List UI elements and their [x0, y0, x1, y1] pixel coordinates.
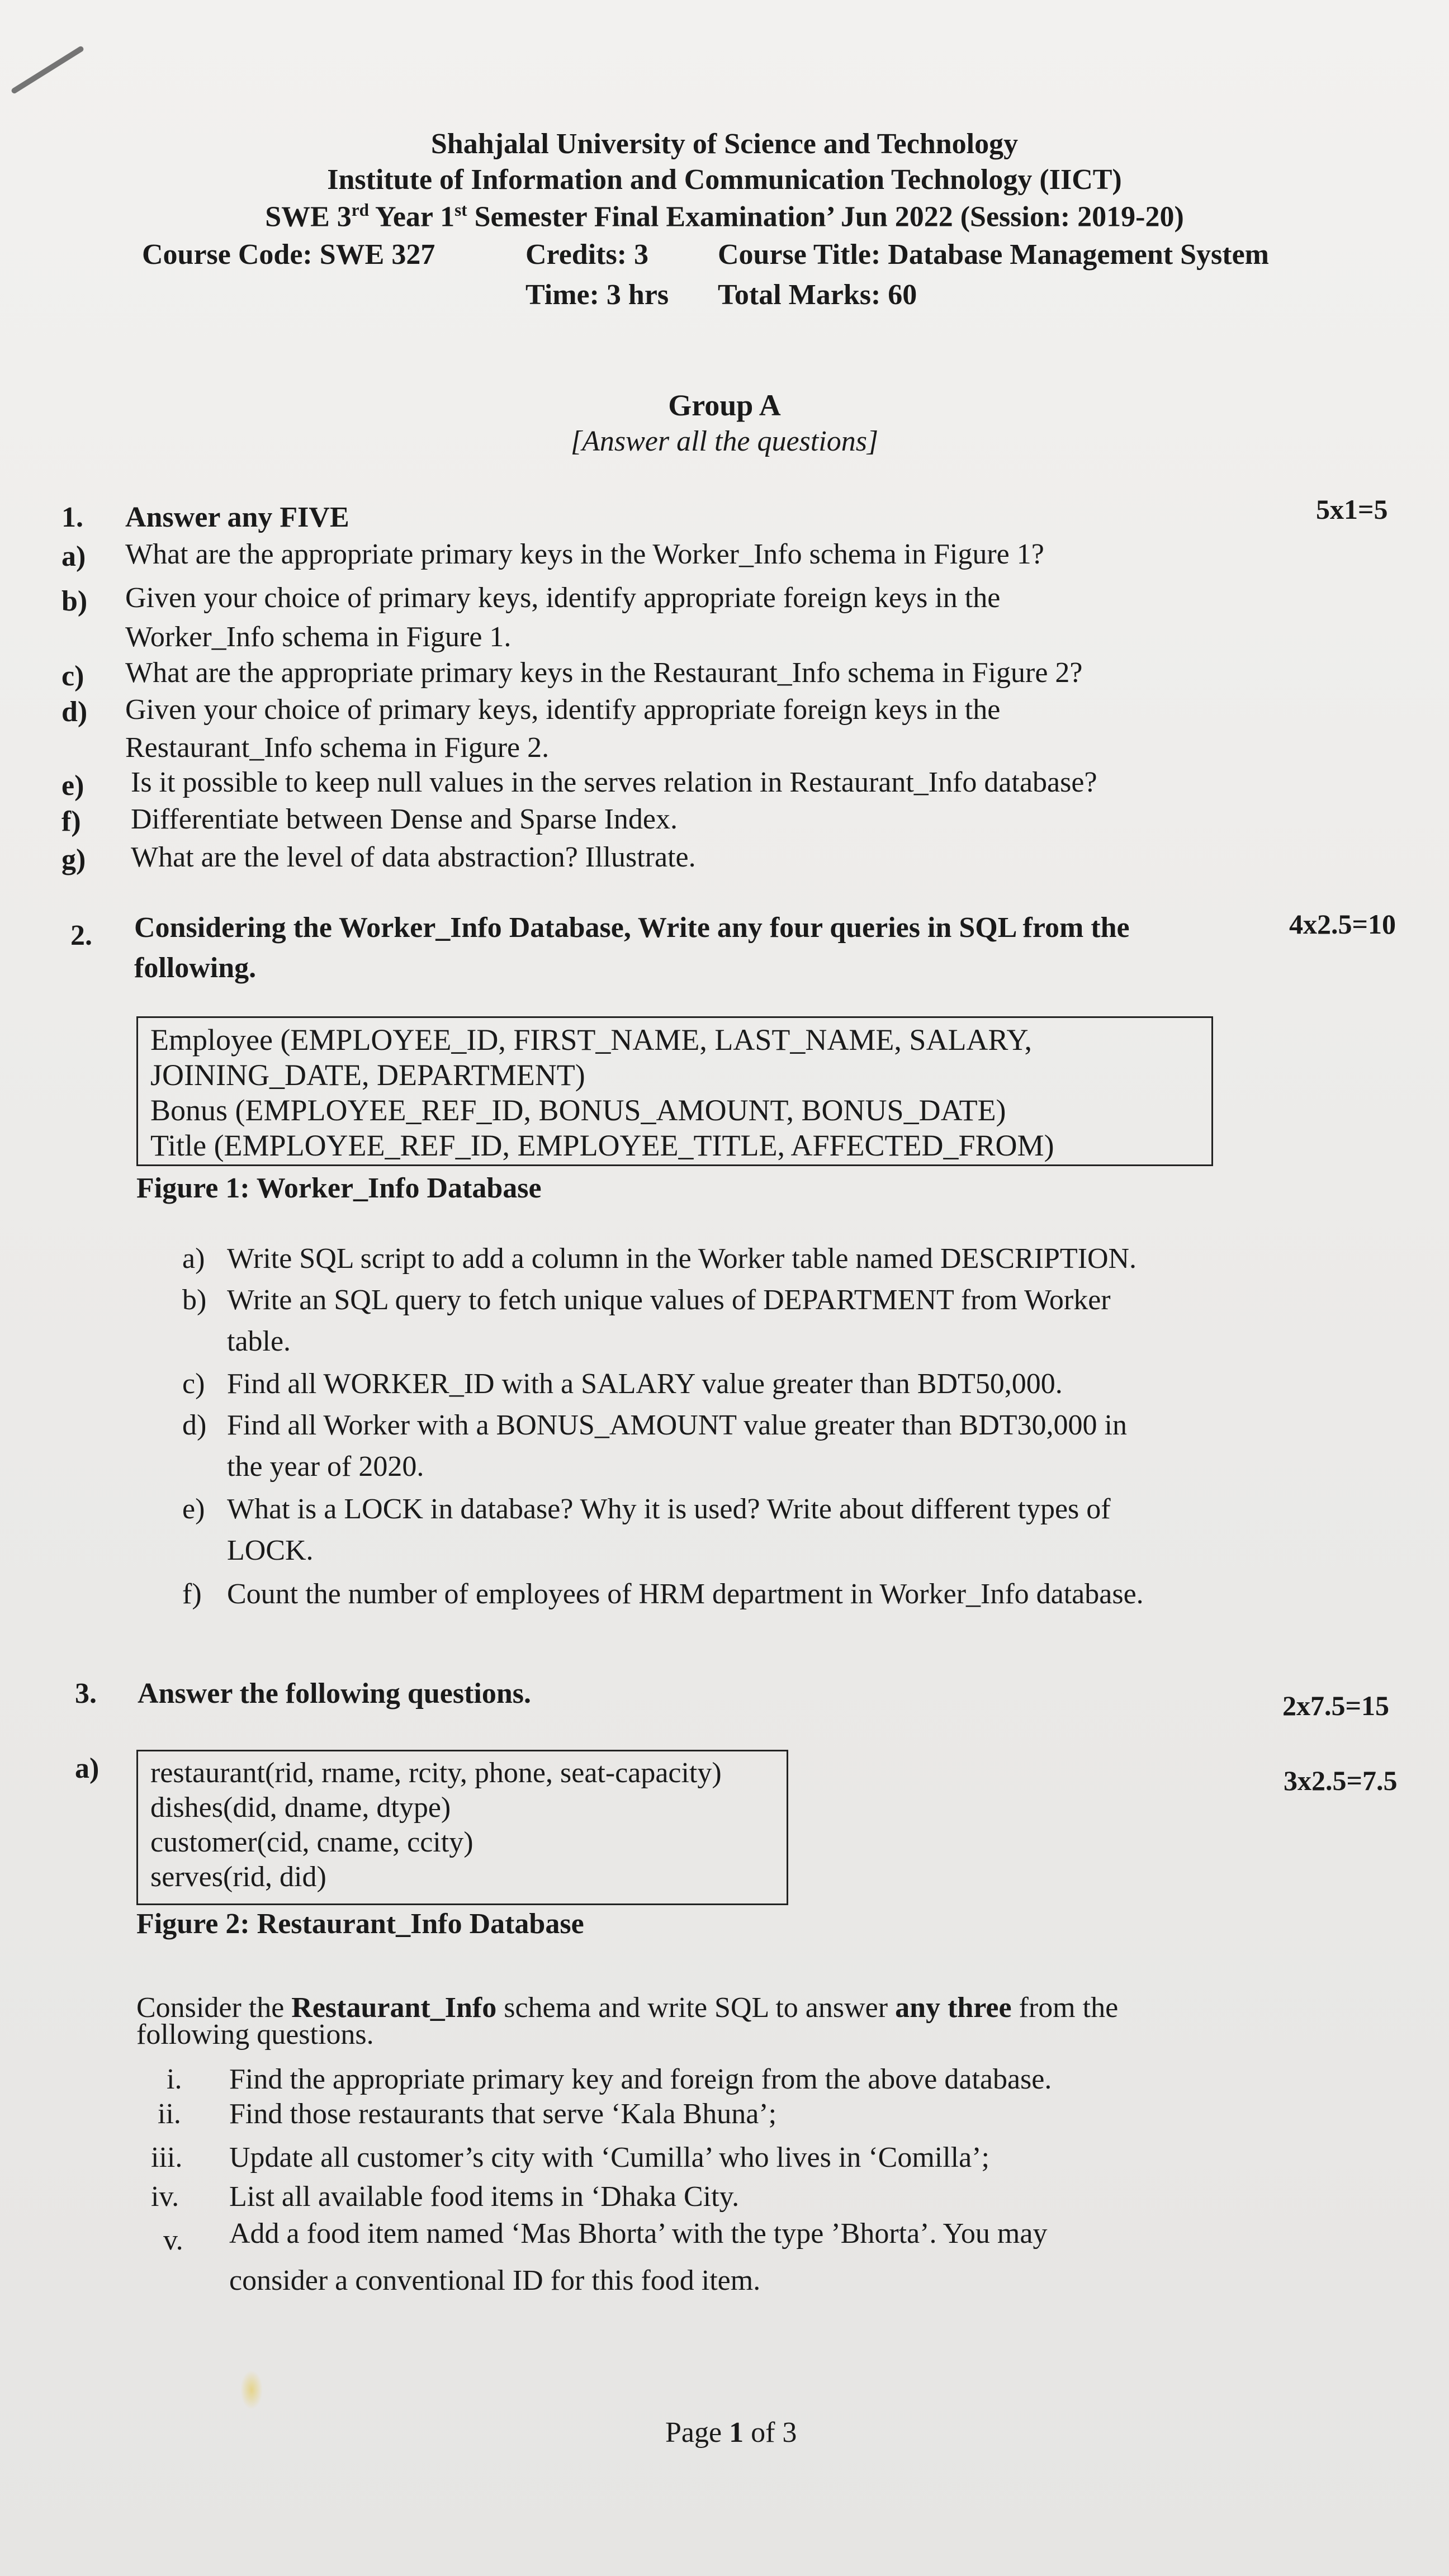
pen-mark	[11, 45, 85, 94]
q2e-label: e)	[182, 1493, 205, 1525]
q1d-text-line1: Given your choice of primary keys, identify appropriate foreign keys in the	[125, 694, 1001, 726]
q2d-text-line1: Find all Worker with a BONUS_AMOUNT value greater than BDT30,000 in	[227, 1409, 1127, 1441]
q3-iii-label: iii.	[151, 2142, 183, 2174]
q1-number: 1.	[61, 501, 83, 533]
q3-intro-line2: following questions.	[136, 2019, 374, 2051]
q2f-text: Count the number of employees of HRM department in Worker_Info database.	[227, 1578, 1144, 1610]
q3a-marks: 3x2.5=7.5	[1284, 1765, 1398, 1796]
q2f-label: f)	[182, 1578, 202, 1610]
q2b-text-line2: table.	[227, 1325, 291, 1357]
figure1-line: JOINING_DATE, DEPARTMENT)	[150, 1058, 585, 1092]
q1f-label: f)	[61, 806, 81, 837]
q1c-label: c)	[61, 660, 84, 692]
paper-stain	[240, 2370, 263, 2409]
q1b-text-line2: Worker_Info schema in Figure 1.	[125, 621, 512, 653]
q1-marks: 5x1=5	[1316, 494, 1388, 525]
q3a-label: a)	[75, 1753, 100, 1784]
q2-title-line2: following.	[134, 952, 257, 984]
q2-title-line1: Considering the Worker_Info Database, Write any four queries in SQL from the	[134, 912, 1130, 944]
q2e-text-line2: LOCK.	[227, 1535, 314, 1566]
figure2-line: serves(rid, did)	[150, 1861, 326, 1893]
q3-number: 3.	[75, 1678, 97, 1710]
q3-v-text-line1: Add a food item named ‘Mas Bhorta’ with the type ’Bhorta’. You may	[229, 2218, 1048, 2250]
q2a-label: a)	[182, 1243, 205, 1275]
figure2-schema-box	[136, 1750, 788, 1905]
q3-title: Answer the following questions.	[138, 1678, 532, 1710]
exam-title: SWE 3rd Year 1st Semester Final Examination’ Jun 2022 (Session: 2019-20)	[265, 200, 1184, 233]
q3-iv-text: List all available food items in ‘Dhaka City.	[229, 2181, 740, 2213]
figure1-line: Title (EMPLOYEE_REF_ID, EMPLOYEE_TITLE, AFFECTED_FROM)	[150, 1129, 1054, 1162]
q2d-text-line2: the year of 2020.	[227, 1451, 424, 1483]
q3-ii-text: Find those restaurants that serve ‘Kala Bhuna’;	[229, 2098, 777, 2130]
q2a-text: Write SQL script to add a column in the Worker table named DESCRIPTION.	[227, 1243, 1137, 1275]
q1-title: Answer any FIVE	[125, 501, 349, 533]
q1b-text-line1: Given your choice of primary keys, identify appropriate foreign keys in the	[125, 582, 1001, 614]
q1e-text: Is it possible to keep null values in the serves relation in Restaurant_Info database?	[131, 766, 1097, 798]
q2d-label: d)	[182, 1409, 207, 1441]
q2c-label: c)	[182, 1368, 205, 1400]
exam-time: Time: 3 hrs	[525, 279, 669, 311]
q3-iii-text: Update all customer’s city with ‘Cumilla’ who lives in ‘Comilla’;	[229, 2142, 989, 2174]
q1b-label: b)	[61, 585, 88, 617]
q2b-label: b)	[182, 1284, 207, 1316]
q1f-text: Differentiate between Dense and Sparse Index.	[131, 803, 678, 835]
q1d-text-line2: Restaurant_Info schema in Figure 2.	[125, 732, 550, 764]
figure1-caption: Figure 1: Worker_Info Database	[136, 1172, 542, 1204]
q1g-text: What are the level of data abstraction? Illustrate.	[131, 841, 696, 873]
course-code: Course Code: SWE 327	[142, 239, 435, 271]
figure1-line: Bonus (EMPLOYEE_REF_ID, BONUS_AMOUNT, BONUS_DATE)	[150, 1093, 1006, 1127]
page-number: Page 1 of 3	[665, 2417, 797, 2449]
course-title: Course Title: Database Management System	[718, 239, 1269, 271]
q3-v-label: v.	[163, 2224, 183, 2256]
q2-marks: 4x2.5=10	[1289, 908, 1396, 940]
q2c-text: Find all WORKER_ID with a SALARY value greater than BDT50,000.	[227, 1368, 1063, 1400]
group-title: Group A	[668, 389, 781, 422]
figure2-line: customer(cid, cname, ccity)	[150, 1826, 473, 1858]
q2e-text-line1: What is a LOCK in database? Why it is used? Write about different types of	[227, 1493, 1111, 1525]
q3-intro-line1: Consider the Restaurant_Info schema and write SQL to answer any three from the	[136, 1992, 1119, 2024]
q2-number: 2.	[70, 920, 92, 951]
q1g-label: g)	[61, 844, 86, 875]
q1d-label: d)	[61, 696, 88, 728]
q3-marks: 2x7.5=15	[1282, 1690, 1389, 1721]
institute-name: Institute of Information and Communication Technology (IICT)	[327, 164, 1122, 196]
q2b-text-line1: Write an SQL query to fetch unique values of DEPARTMENT from Worker	[227, 1284, 1111, 1316]
group-instruction: [Answer all the questions]	[570, 425, 879, 457]
q1e-label: e)	[61, 770, 84, 802]
figure2-line: dishes(did, dname, dtype)	[150, 1792, 451, 1824]
q1a-label: a)	[61, 541, 86, 572]
q3-i-text: Find the appropriate primary key and foreign from the above database.	[229, 2063, 1052, 2095]
figure1-line: Employee (EMPLOYEE_ID, FIRST_NAME, LAST_NAME, SALARY,	[150, 1023, 1032, 1057]
q1c-text: What are the appropriate primary keys in the Restaurant_Info schema in Figure 2?	[125, 657, 1083, 689]
q3-iv-label: iv.	[151, 2181, 179, 2213]
university-name: Shahjalal University of Science and Technology	[430, 128, 1019, 160]
q3-i-label: i.	[167, 2063, 182, 2095]
figure1-schema-box	[136, 1016, 1213, 1166]
credits: Credits: 3	[525, 239, 649, 271]
q1a-text: What are the appropriate primary keys in the Worker_Info schema in Figure 1?	[125, 538, 1044, 570]
total-marks: Total Marks: 60	[718, 279, 917, 311]
figure2-line: restaurant(rid, rname, rcity, phone, seat-capacity)	[150, 1757, 722, 1789]
q3-ii-label: ii.	[158, 2098, 181, 2130]
q3-v-text-line2: consider a conventional ID for this food item.	[229, 2265, 761, 2296]
figure2-caption: Figure 2: Restaurant_Info Database	[136, 1908, 584, 1940]
